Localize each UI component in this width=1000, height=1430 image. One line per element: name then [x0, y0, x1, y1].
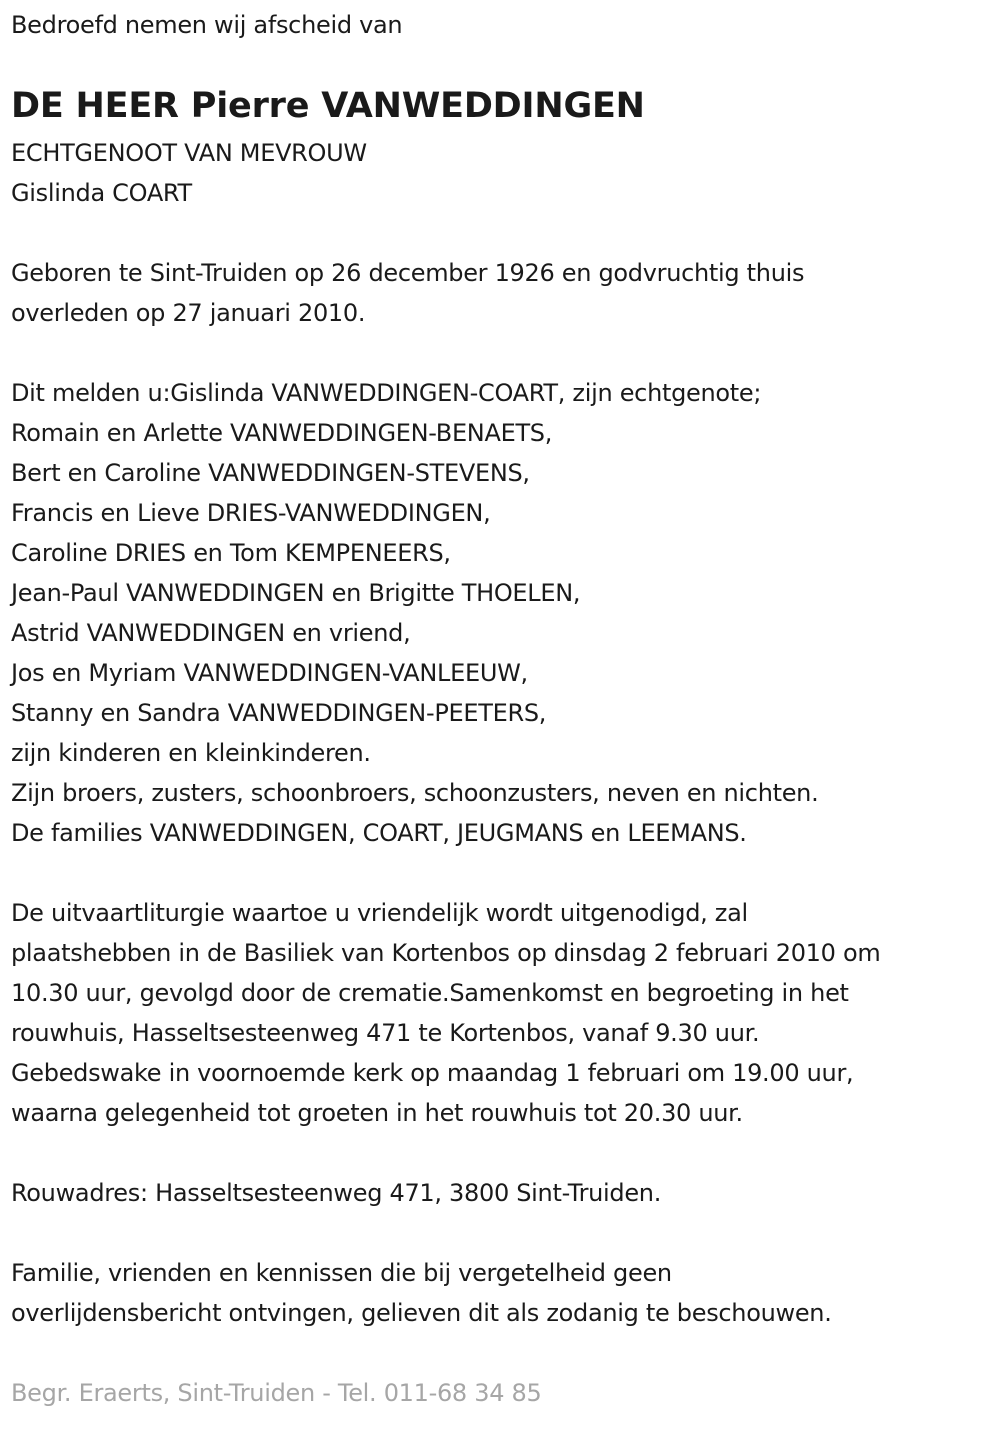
notice-line: overlijdensbericht ontvingen, gelieven dit als zodanig te beschouwen. — [11, 1299, 832, 1327]
family-line: Astrid VANWEDDINGEN en vriend, — [11, 619, 411, 647]
notice-line: Familie, vrienden en kennissen die bij vergetelheid geen — [11, 1259, 672, 1287]
family-line: Francis en Lieve DRIES-VANWEDDINGEN, — [11, 499, 491, 527]
family-line: Caroline DRIES en Tom KEMPENEERS, — [11, 539, 451, 567]
deceased-name: DE HEER Pierre VANWEDDINGEN — [11, 86, 645, 126]
family-line: Bert en Caroline VANWEDDINGEN-STEVENS, — [11, 459, 530, 487]
family-line: De families VANWEDDINGEN, COART, JEUGMANS en LEEMANS. — [11, 819, 747, 847]
birth-line: Geboren te Sint-Truiden op 26 december 1926 en godvruchtig thuis — [11, 259, 805, 287]
funeral-line: De uitvaartliturgie waartoe u vriendelijk wordt uitgenodigd, zal — [11, 899, 748, 927]
funeral-line: Gebedswake in voornoemde kerk op maandag 1 februari om 19.00 uur, — [11, 1059, 854, 1087]
funeral-line: waarna gelegenheid tot groeten in het rouwhuis tot 20.30 uur. — [11, 1099, 743, 1127]
mourning-address: Rouwadres: Hasseltsesteenweg 471, 3800 Sint-Truiden. — [11, 1179, 662, 1207]
address-block — [11, 1173, 661, 1213]
intro-text: Bedroefd nemen wij afscheid van — [11, 11, 403, 39]
family-line: Dit melden u:Gislinda VANWEDDINGEN-COART, zijn echtgenote; — [11, 379, 762, 407]
funeral-line: rouwhuis, Hasseltsesteenweg 471 te Kortenbos, vanaf 9.30 uur. — [11, 1019, 760, 1047]
notice-block — [11, 1253, 832, 1333]
birth-death-block — [11, 253, 804, 333]
funeral-line: 10.30 uur, gevolgd door de crematie.Samenkomst en begroeting in het — [11, 979, 849, 1007]
birth-line: overleden op 27 januari 2010. — [11, 299, 366, 327]
family-line: Romain en Arlette VANWEDDINGEN-BENAETS, — [11, 419, 553, 447]
funeral-line: plaatshebben in de Basiliek van Kortenbos op dinsdag 2 februari 2010 om — [11, 939, 881, 967]
spouse-line: ECHTGENOOT VAN MEVROUW — [11, 139, 367, 167]
spouse-line: Gislinda COART — [11, 179, 192, 207]
funeral-block — [11, 893, 880, 1133]
family-line: zijn kinderen en kleinkinderen. — [11, 739, 371, 767]
family-line: Jean-Paul VANWEDDINGEN en Brigitte THOELEN, — [11, 579, 581, 607]
family-line: Jos en Myriam VANWEDDINGEN-VANLEEUW, — [11, 659, 528, 687]
family-block — [11, 373, 818, 853]
family-line: Zijn broers, zusters, schoonbroers, schoonzusters, neven en nichten. — [11, 779, 819, 807]
funeral-home-footer: Begr. Eraerts, Sint-Truiden - Tel. 011-68 34 85 — [11, 1379, 542, 1407]
family-line: Stanny en Sandra VANWEDDINGEN-PEETERS, — [11, 699, 547, 727]
spouse-block — [11, 133, 367, 213]
